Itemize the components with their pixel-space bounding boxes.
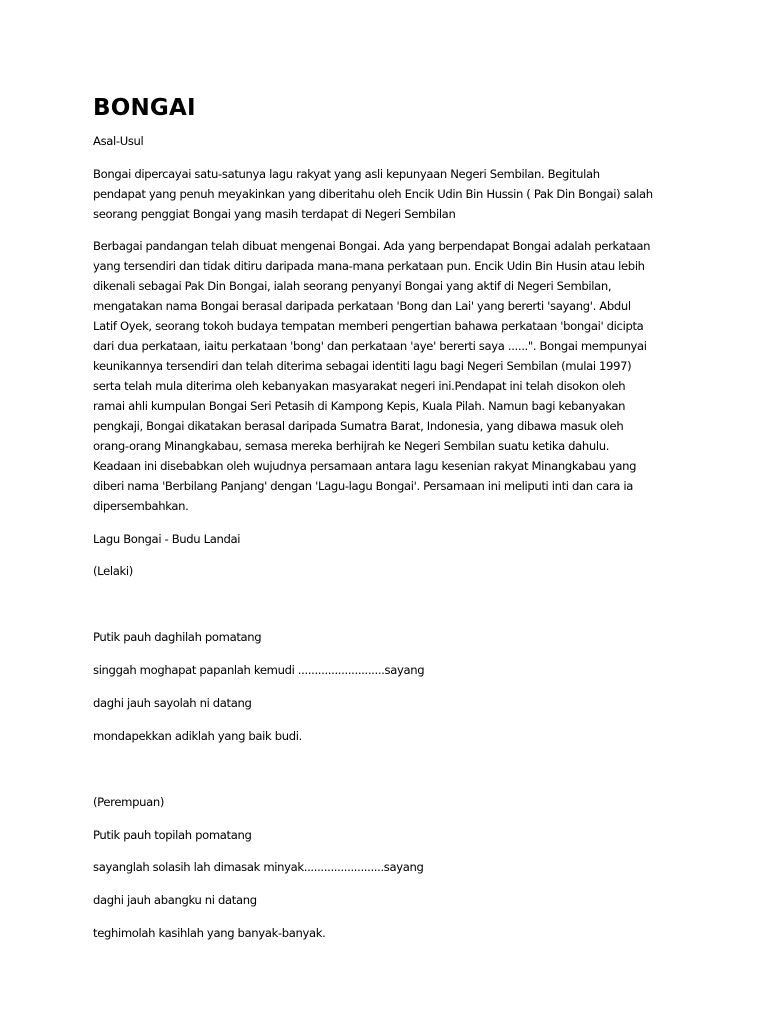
subtitle-text: Asal-Usul <box>93 134 144 148</box>
female-verse-line-2 <box>93 857 683 877</box>
paragraph-2-line: mengatakan nama Bongai berasal daripada perkataan 'Bong dan Lai' yang bererti 'sayang'. Abdul <box>93 299 631 313</box>
paragraph-1 <box>93 164 683 224</box>
paragraph-2-line: ramai ahli kumpulan Bongai Seri Petasih di Kampong Kepis, Kuala Pilah. Namun bagi kebanyakan <box>93 399 626 413</box>
subtitle <box>93 131 683 151</box>
paragraph-2-line: dari dua perkataan, iaitu perkataan 'bong' dan perkataan 'aye' bererti saya ......". Bongai mempunyai <box>93 339 647 353</box>
female-label <box>93 792 683 812</box>
female-verse-line-4 <box>93 923 683 943</box>
male-verse-line-1 <box>93 627 683 647</box>
verse-line: daghi jauh sayolah ni datang <box>93 696 252 710</box>
male-label-text: (Lelaki) <box>93 564 133 578</box>
document-title: BONGAI <box>93 95 196 121</box>
male-verse-line-2 <box>93 660 683 680</box>
verse-line: sayanglah solasih lah dimasak minyak........................sayang <box>93 860 424 874</box>
paragraph-2-line: dikenali sebagai Pak Din Bongai, ialah seorang penyanyi Bongai yang aktif di Negeri Sembilan, <box>93 279 612 293</box>
verse-line: singgah moghapat papanlah kemudi ..........................sayang <box>93 663 425 677</box>
paragraph-2-line: Berbagai pandangan telah dibuat mengenai Bongai. Ada yang berpendapat Bongai adalah perkataan <box>93 239 651 253</box>
verse-line: Putik pauh topilah pomatang <box>93 828 252 842</box>
paragraph-2-line: yang tersendiri dan tidak ditiru daripada mana-mana perkataan pun. Encik Udin Bin Husin atau lebih <box>93 259 645 273</box>
female-verse-line-3 <box>93 890 683 910</box>
verse-line: daghi jauh abangku ni datang <box>93 893 257 907</box>
paragraph-2-line: dipersembahkan. <box>93 499 189 513</box>
paragraph-2-line: orang-orang Minangkabau, semasa mereka berhijrah ke Negeri Sembilan suatu ketika dahulu. <box>93 439 610 453</box>
song-title <box>93 529 683 549</box>
verse-line: Putik pauh daghilah pomatang <box>93 630 262 644</box>
paragraph-1-line: seorang penggiat Bongai yang masih terdapat di Negeri Sembilan <box>93 207 456 221</box>
paragraph-2-line: diberi nama 'Berbilang Panjang' dengan 'Lagu-lagu Bongai'. Persamaan ini meliputi inti dan cara ia <box>93 479 634 493</box>
male-label <box>93 561 683 581</box>
paragraph-2-line: Latif Oyek, seorang tokoh budaya tempatan memberi pengertian bahawa perkataan 'bongai' dicipta <box>93 319 644 333</box>
female-verse-line-1 <box>93 825 683 845</box>
male-verse-line-3 <box>93 693 683 713</box>
document-page <box>93 93 683 132</box>
verse-line: teghimolah kasihlah yang banyak-banyak. <box>93 926 326 940</box>
paragraph-2 <box>93 236 683 516</box>
paragraph-2-line: serta telah mula diterima oleh kebanyakan masyarakat negeri ini.Pendapat ini telah disokon oleh <box>93 379 626 393</box>
female-label-text: (Perempuan) <box>93 795 165 809</box>
paragraph-1-line: Bongai dipercayai satu-satunya lagu rakyat yang asli kepunyaan Negeri Sembilan. Begitulah <box>93 167 600 181</box>
verse-line: mondapekkan adiklah yang baik budi. <box>93 729 302 743</box>
male-verse-line-4 <box>93 726 683 746</box>
song-title-text: Lagu Bongai - Budu Landai <box>93 532 241 546</box>
paragraph-2-line: keunikannya tersendiri dan telah diterima sebagai identiti lagu bagi Negeri Sembilan (mulai 1997) <box>93 359 632 373</box>
paragraph-1-line: pendapat yang penuh meyakinkan yang diberitahu oleh Encik Udin Bin Hussin ( Pak Din Bongai) salah <box>93 187 653 201</box>
paragraph-2-line: pengkaji, Bongai dikatakan berasal daripada Sumatra Barat, Indonesia, yang dibawa masuk oleh <box>93 419 624 433</box>
paragraph-2-line: Keadaan ini disebabkan oleh wujudnya persamaan antara lagu kesenian rakyat Minangkabau yang <box>93 459 637 473</box>
